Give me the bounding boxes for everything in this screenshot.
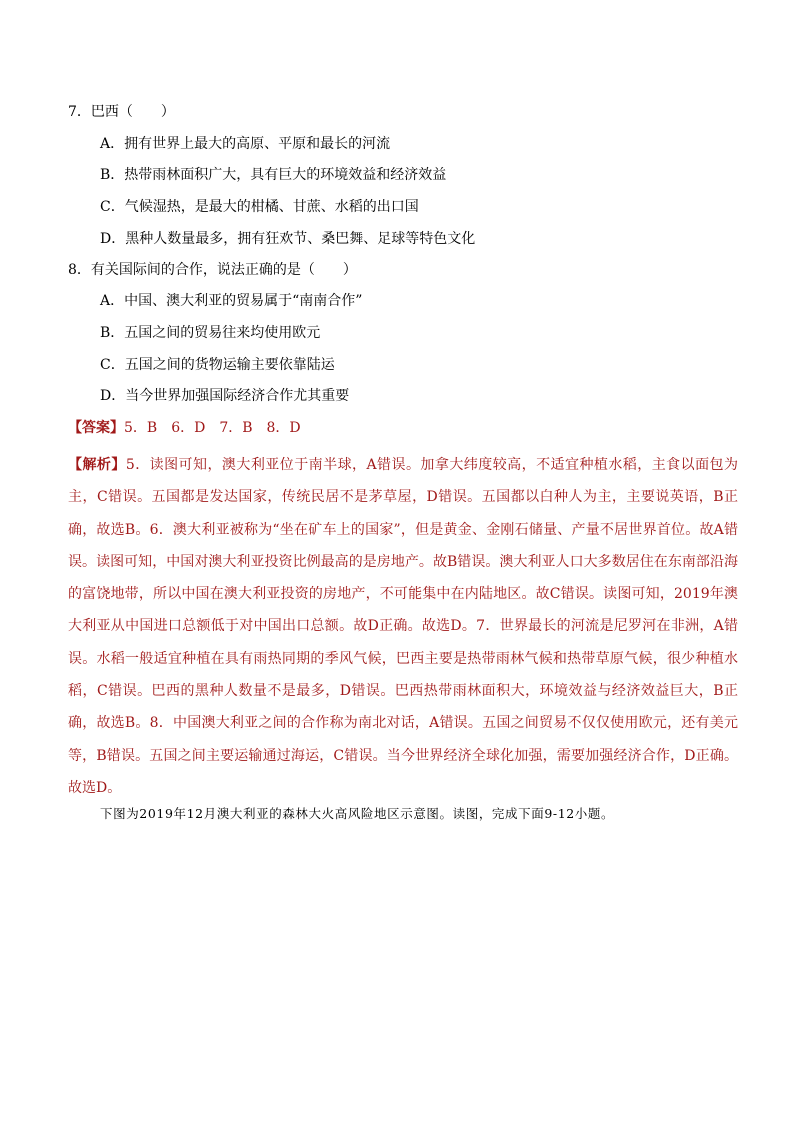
question-7-option-b: B．热带雨林面积广大，具有巨大的环境效益和经济效益 — [100, 167, 447, 183]
explanation-text: 5．读图可知，澳大利亚位于南半球，A错误。加拿大纬度较高，不适宜种植水稻，主食以面包为主，C错误。五国都是发达国家，传统民居不是茅草屋，D错误。五国都以白种人为主，主要说英语，B正确，故选B。6．澳大利亚被称为“坐在矿车上的国家”，但是黄金、金刚石储量、产量不居世界首位。故A错误。读图可知，中国对澳大利亚投资比例最高的是房地产。故B错误。澳大利亚人口大多数居住在东南部沿海的富饶地带，所以中国在澳大利亚投资的房地产，不可能集中在内陆地区。故C错误。读图可知，2019年澳大利亚从中国进口总额低于对中国出口总额。故D正确。故选D。7．世界最长的河流是尼罗河在非洲，A错误。水稻一般适宜种植在具有雨热同期的季风气候，巴西主要是热带雨林气候和热带草原气候，很少种植水稻，C错误。巴西的黑种人数量不是最多，D错误。巴西热带雨林面积大，环境效益与经济效益巨大，B正确，故选B。8．中国澳大利亚之间的合作称为南北对话，A错误。五国之间贸易不仅仅使用欧元，还有美元等，B错误。五国之间主要运输通过海运，C错误。当今世界经济全球化加强，需要加强经济合作，D正确。故选D。 — [68, 457, 739, 796]
answer-line — [68, 418, 301, 438]
question-7-option-d: D．黑种人数量最多，拥有狂欢节、桑巴舞、足球等特色文化 — [100, 231, 476, 247]
question-8-stem: 8．有关国际间的合作，说法正确的是（ ） — [68, 262, 357, 278]
explanation-tag: 【解析】 — [68, 457, 126, 473]
answer-tag: 【答案】 — [68, 420, 124, 436]
explanation-paragraph — [68, 449, 738, 804]
figure-intro-text: 下图为2019年12月澳大利亚的森林大火高风险地区示意图。读图，完成下面9-12小题。 — [100, 806, 615, 821]
question-8-option-a: A．中国、澳大利亚的贸易属于“南南合作” — [100, 293, 363, 309]
question-8-option-b: B．五国之间的贸易往来均使用欧元 — [100, 325, 321, 341]
question-7-option-a: A．拥有世界上最大的高原、平原和最长的河流 — [100, 136, 391, 152]
question-8-option-d: D．当今世界加强国际经济合作尤其重要 — [100, 388, 350, 404]
answer-text: 5．B 6．D 7．B 8．D — [124, 420, 301, 436]
question-8-option-c: C．五国之间的货物运输主要依靠陆运 — [100, 357, 335, 373]
question-7-stem: 7．巴西（ ） — [68, 104, 175, 120]
question-7-option-c: C．气候湿热，是最大的柑橘、甘蔗、水稻的出口国 — [100, 199, 419, 215]
